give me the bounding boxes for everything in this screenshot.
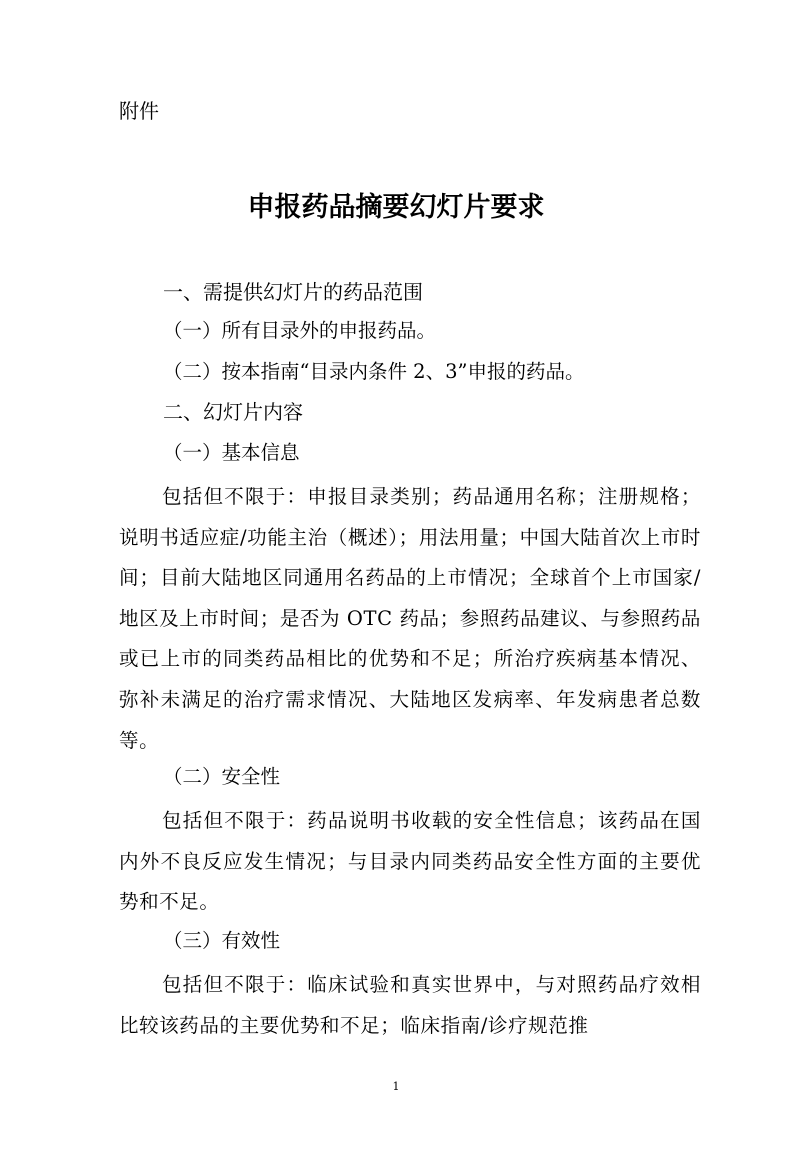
subsection-efficacy-heading: （三）有效性 <box>163 929 281 952</box>
page-number: 1 <box>392 1080 400 1093</box>
subsection-safety-heading: （二）安全性 <box>163 765 281 788</box>
subsection-basic-info-heading: （一）基本信息 <box>163 441 300 464</box>
document-title: 申报药品摘要幻灯片要求 <box>247 192 545 223</box>
section-1-item-1: （一）所有目录外的申报药品。 <box>163 319 437 342</box>
section-1-item-2: （二）按本指南“目录内条件 2、3”申报的药品。 <box>163 360 585 383</box>
subsection-basic-info-body: 包括但不限于：申报目录类别；药品通用名称；注册规格；说明书适应症/功能主治（概述）；用法用量；中国大陆首次上市时间；目前大陆地区同通用名药品的上市情况；全球首个上市国家/地区及上市时间；是否为 OTC 药品；参照药品建议、与参照药品或已上市的同类药品相比的优势和不足；所治疗疾病基本情况、弥补未满足的治疗需求情况、大陆地区发病率、年发病患者总数等。 <box>119 485 701 752</box>
section-2-heading: 二、幻灯片内容 <box>163 400 303 424</box>
section-1-heading: 一、需提供幻灯片的药品范围 <box>163 280 423 304</box>
subsection-efficacy-body: 包括但不限于：临床试验和真实世界中，与对照药品疗效相比较该药品的主要优势和不足；临床指南/诊疗规范推 <box>119 973 701 1037</box>
attachment-label: 附件 <box>119 99 159 123</box>
subsection-safety-body: 包括但不限于：药品说明书收载的安全性信息；该药品在国内外不良反应发生情况；与目录内同类药品安全性方面的主要优势和不足。 <box>119 809 701 914</box>
